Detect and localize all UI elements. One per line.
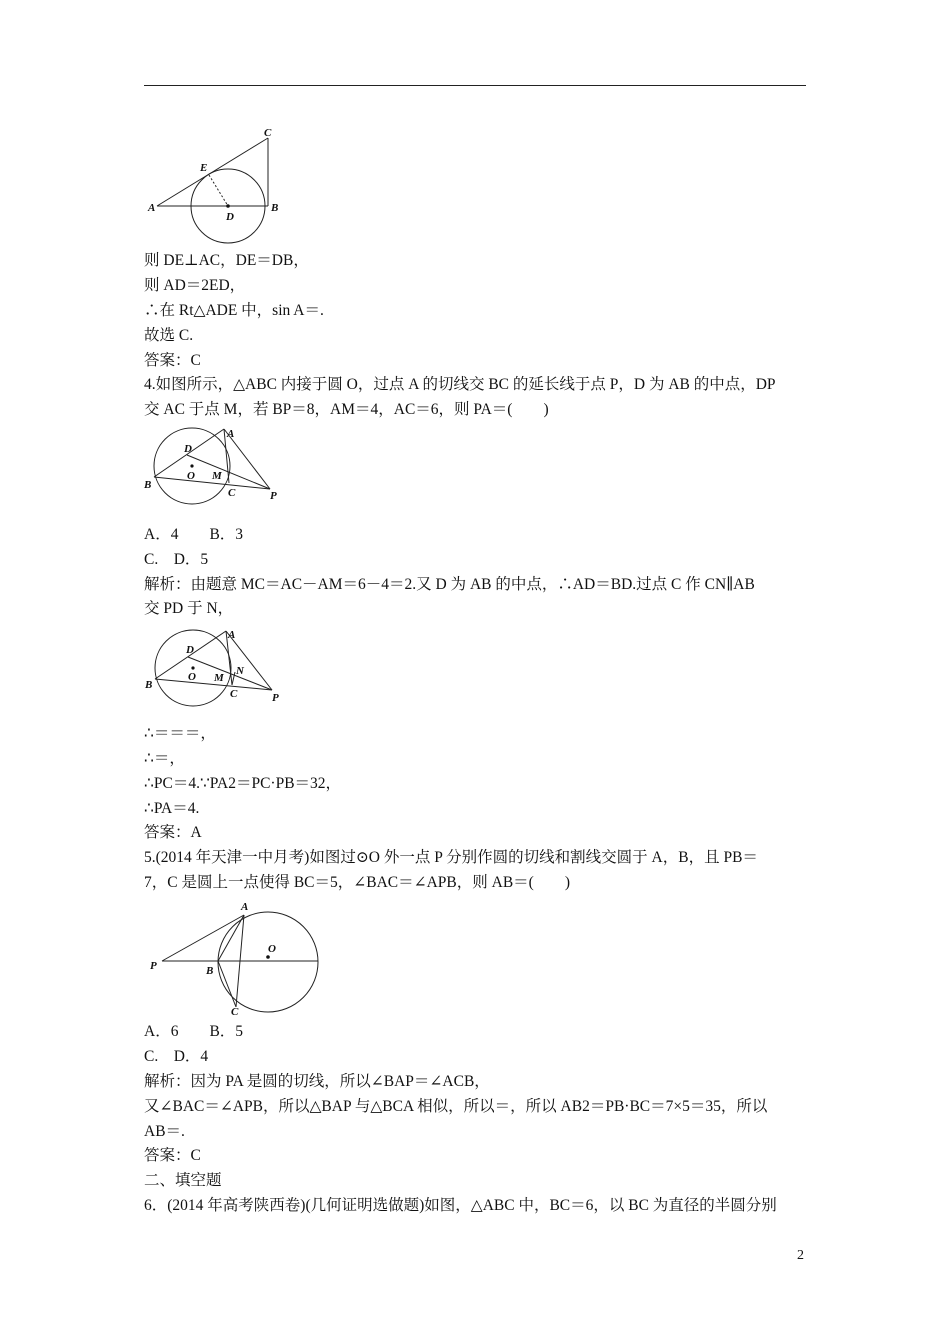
figure-question4 [140,423,285,505]
label-D: D [184,443,192,455]
solution-text: 又∠BAC＝∠APB，所以△BAP 与△BCA 相似，所以＝，所以 AB2＝PB·BC＝7×5＝35，所以 [144,1098,768,1115]
text-line: 则 AD＝2ED， [144,277,246,294]
question-text: 5.(2014 年天津一中月考)如图过⊙O 外一点 P 分别作圆的切线和割线交圆于 A，B，且 PB＝ [144,849,758,866]
label-C: C [230,688,238,700]
text-line: 则 DE⊥AC，DE＝DB， [144,252,309,269]
option-line: A．6 B．5 [144,1023,244,1040]
section-heading: 二、填空题 [144,1172,222,1189]
answer-line: 答案：C [144,352,201,369]
solution-text: ∴＝＝＝， [144,725,216,742]
label-A: A [228,629,236,641]
label-C: C [231,1006,239,1018]
label-A: A [148,202,156,214]
solution-text: 交 PD 于 N， [144,600,234,617]
label-E: E [200,162,208,174]
label-B: B [145,679,153,691]
figure-solution4 [140,625,290,707]
label-B: B [271,202,279,214]
label-P: P [150,960,157,972]
label-O: O [268,943,276,955]
label-A: A [227,428,235,440]
option-line: C. D．5 [144,551,209,568]
label-D: D [226,211,234,223]
answer-line: 答案：A [144,824,202,841]
header-rule [144,85,806,86]
figure-tangent-circle [140,124,290,246]
solution-text: 解析：由题意 MC＝AC－AM＝6－4＝2.又 D 为 AB 的中点，∴AD＝BD.过点 C 作 CN∥AB [144,576,755,593]
option-line: A．4 B．3 [144,526,244,543]
text-line: 故选 C. [144,327,194,344]
solution-text: 解析：因为 PA 是圆的切线，所以∠BAP＝∠ACB， [144,1073,490,1090]
label-O: O [188,671,196,683]
page-number: 2 [797,1248,804,1263]
label-M: M [212,470,222,482]
label-C: C [228,487,236,499]
label-P: P [270,490,277,502]
label-C: C [264,127,272,139]
label-N: N [236,665,244,677]
text-line: ∴在 Rt△ADE 中，sin A＝. [144,302,324,319]
figure-question5 [140,897,325,1019]
label-B: B [144,479,152,491]
label-B: B [206,965,214,977]
label-D: D [186,644,194,656]
solution-text: ∴PC＝4.∵PA2＝PC·PB＝32， [144,775,342,792]
label-A: A [241,901,249,913]
label-O: O [187,470,195,482]
answer-line: 答案：C [144,1147,201,1164]
option-line: C. D．4 [144,1048,209,1065]
solution-text: ∴＝， [144,750,185,767]
solution-text: AB＝. [144,1123,185,1140]
question-text: 7，C 是圆上一点使得 BC＝5，∠BAC＝∠APB，则 AB＝( ) [144,874,570,891]
question-text: 6．(2014 年高考陕西卷)(几何证明选做题)如图，△ABC 中，BC＝6，以 BC 为直径的半圆分别 [144,1197,777,1214]
question-text: 4.如图所示，△ABC 内接于圆 O，过点 A 的切线交 BC 的延长线于点 P，D 为 AB 的中点，DP [144,376,776,393]
question-text: 交 AC 于点 M，若 BP＝8，AM＝4，AC＝6，则 PA＝( ) [144,401,549,418]
solution-text: ∴PA＝4. [144,800,200,817]
label-P: P [272,692,279,704]
label-M: M [214,672,224,684]
